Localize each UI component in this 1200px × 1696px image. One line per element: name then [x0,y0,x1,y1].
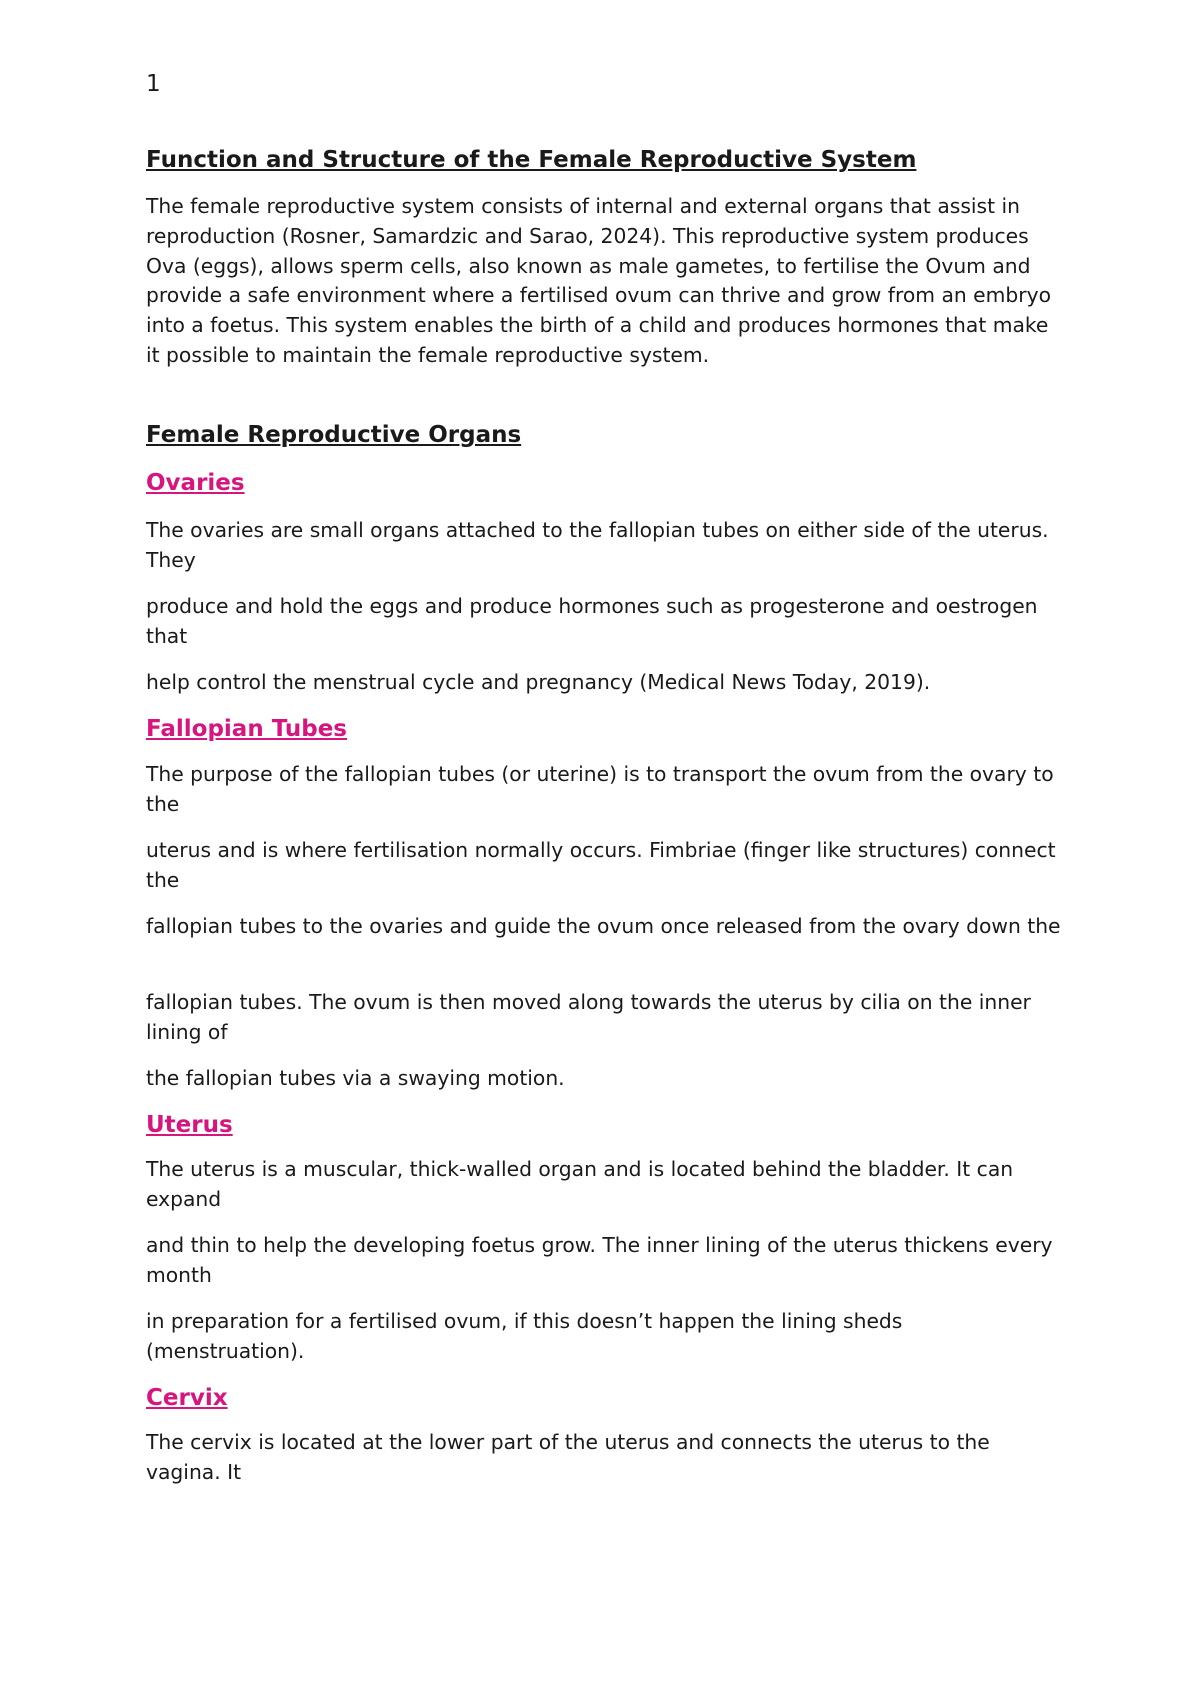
subheading-cervix: Cervix [146,1385,228,1411]
section-title-organs: Female Reproductive Organs [146,422,522,448]
fallopian-paragraph: the fallopian tubes via a swaying motion. [146,1066,565,1090]
uterus-paragraph: in preparation for a fertilised ovum, if this doesn’t happen the lining sheds (menstruation). [146,1309,903,1363]
subheading-ovaries: Ovaries [146,470,245,496]
page-number: 1 [146,71,161,97]
ovaries-paragraph: The ovaries are small organs attached to the fallopian tubes on either side of the uterus. They [146,518,1049,572]
fallopian-paragraph: fallopian tubes. The ovum is then moved along towards the uterus by cilia on the inner lining of [146,990,1031,1044]
intro-paragraph: The female reproductive system consists of internal and external organs that assist in reproduction (Rosner, Samardzic and Sarao, 2024). This reproductive system produces Ova (eggs), allows sperm cells, also known as male gametes, to fertilise the Ovum and provide a safe environment where a fertilised ovum can thrive and grow from an embryo into a foetus. This system enables the birth of a child and produces hormones that make it possible to maintain the female reproductive system. [146,194,1052,367]
uterus-paragraph: The uterus is a muscular, thick-walled organ and is located behind the bladder. It can expand [146,1157,1014,1211]
ovaries-paragraph: produce and hold the eggs and produce hormones such as progesterone and oestrogen that [146,594,1038,648]
subheading-fallopian-tubes: Fallopian Tubes [146,716,347,742]
fallopian-paragraph: uterus and is where fertilisation normally occurs. Fimbriae (finger like structures) connect the [146,838,1056,892]
document-title: Function and Structure of the Female Reproductive System [146,147,917,173]
fallopian-paragraph: fallopian tubes to the ovaries and guide the ovum once released from the ovary down the [146,914,1061,938]
cervix-paragraph: The cervix is located at the lower part of the uterus and connects the uterus to the vagina. It [146,1430,990,1484]
subheading-uterus: Uterus [146,1112,233,1138]
document-page [146,0,1066,1696]
fallopian-paragraph: The purpose of the fallopian tubes (or uterine) is to transport the ovum from the ovary to the [146,762,1054,816]
uterus-paragraph: and thin to help the developing foetus grow. The inner lining of the uterus thickens every month [146,1233,1053,1287]
ovaries-paragraph: help control the menstrual cycle and pregnancy (Medical News Today, 2019). [146,670,931,694]
